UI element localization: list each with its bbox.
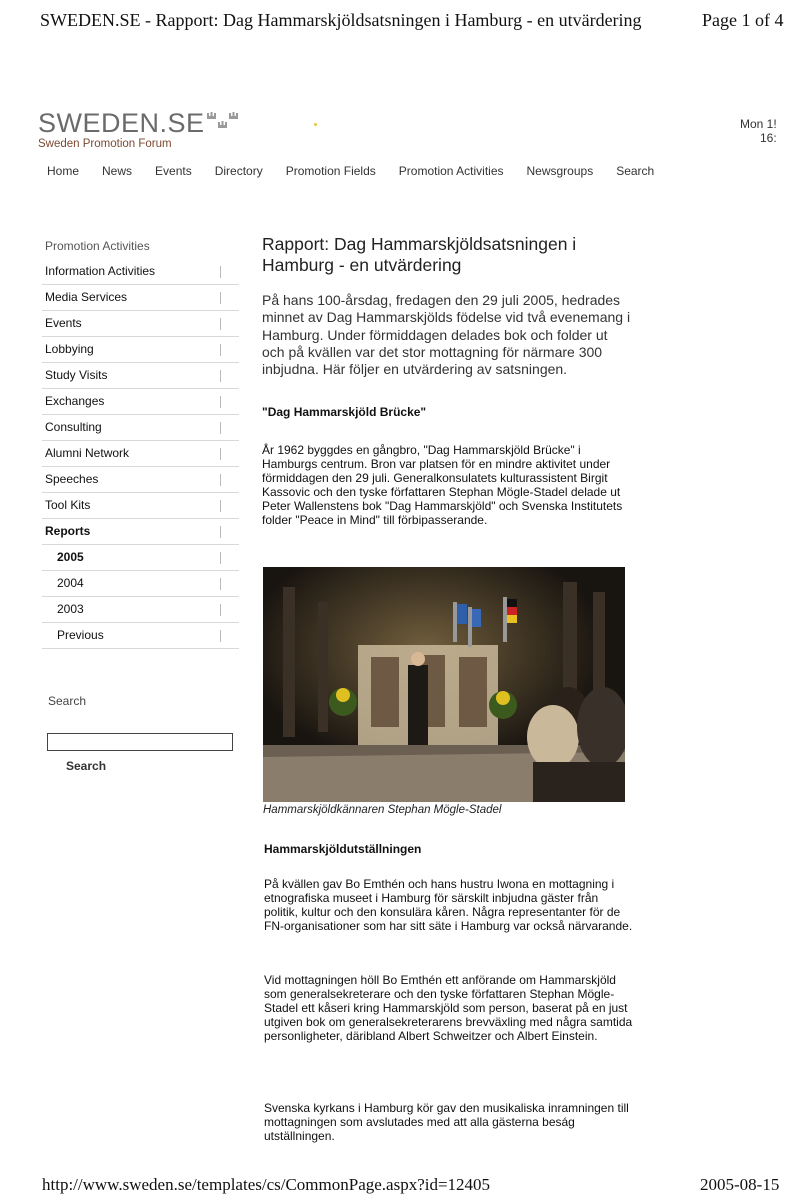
print-header-title: SWEDEN.SE - Rapport: Dag Hammarskjöldsatsningen i Hamburg - en utvärdering (40, 10, 642, 30)
sidebar-item-events[interactable]: Events (42, 311, 239, 337)
sidebar-item-speeches[interactable]: Speeches (42, 467, 239, 493)
event-photo (263, 567, 625, 802)
sidebar (42, 237, 239, 649)
sidebar-subitem-2005[interactable]: 2005 (42, 545, 239, 571)
search-input[interactable] (47, 733, 233, 751)
date-line-1: Mon 1! (740, 117, 777, 131)
sidebar-item-media-services[interactable]: Media Services (42, 285, 239, 311)
sidebar-item-reports[interactable]: Reports (42, 519, 239, 545)
nav-search[interactable]: Search (616, 164, 655, 178)
sidebar-item-study-visits[interactable]: Study Visits (42, 363, 239, 389)
print-page-number: Page 1 of 4 (702, 10, 784, 30)
article-intro: På hans 100-årsdag, fredagen den 29 juli 2005, hedrades minnet av Dag Hammarskjölds födelse vid två evenemang i Hamburg. Under förmiddagen delades bok och folder ut och på kvällen var det stor mottagning för närmare 300 inbjudna. Här följer en utvärdering av satsningen. (262, 292, 631, 378)
article-heading-bridge: "Dag Hammarskjöld Brücke" (262, 405, 427, 419)
nav-events[interactable]: Events (155, 164, 192, 178)
print-url: http://www.sweden.se/templates/cs/CommonPage.aspx?id=12405 (42, 1175, 491, 1194)
page-title: Rapport: Dag Hammarskjöldsatsningen i Hamburg - en utvärdering (262, 234, 577, 275)
nav-directory[interactable]: Directory (214, 164, 263, 178)
sidebar-item-alumni-network[interactable]: Alumni Network (42, 441, 239, 467)
sidebar-subitem-previous[interactable]: Previous (42, 623, 239, 649)
nav-news[interactable]: News (102, 164, 133, 178)
date-line-2: 16: (760, 131, 777, 145)
nav-newsgroups[interactable]: Newsgroups (526, 164, 594, 178)
search-label: Search (48, 694, 87, 708)
site-logo[interactable] (38, 108, 205, 150)
article-paragraph-4: Svenska kyrkans i Hamburg kör gav den musikaliska inramningen till mottagningen som avslutades med att alla gästerna beság utställningen. (264, 1101, 629, 1143)
article-paragraph-2: På kvällen gav Bo Emthén och hans hustru Iwona en mottagning i etnografiska museet i Hamburg för särskilt inbjudna gäster från politik, kultur och den konsulära kåren. Några representanter för de FN-organisationer som har sitt säte i Hamburg var också närvarande. (264, 877, 633, 933)
article-paragraph-1: År 1962 byggdes en gångbro, "Dag Hammarskjöld Brücke" i Hamburgs centrum. Bron var platsen för en mindre aktivitet under förmiddagen den 29 juli. Generalkonsulatets kulturassistent Birgit Kassovic och den tyske författaren Stephan Mögle-Stadel delade ut Peter Wallenstens bok "Dag Hammarskjöld" och Svenska Institutets folder "Peace in Mind" till förbipasserande. (262, 443, 623, 527)
nav-home[interactable]: Home (47, 164, 80, 178)
photo-caption: Hammarskjöldkännaren Stephan Mögle-Stadel (263, 804, 502, 816)
sidebar-item-lobbying[interactable]: Lobbying (42, 337, 239, 363)
logo-subtitle: Sweden Promotion Forum (38, 138, 172, 150)
sidebar-item-consulting[interactable]: Consulting (42, 415, 239, 441)
sidebar-subitem-2004[interactable]: 2004 (42, 571, 239, 597)
article-heading-exhibition: Hammarskjöldutställningen (264, 842, 422, 856)
three-crowns-icon (205, 110, 241, 132)
main-nav (47, 164, 677, 178)
sidebar-item-exchanges[interactable]: Exchanges (42, 389, 239, 415)
sidebar-item-information-activities[interactable]: Information Activities (42, 259, 239, 285)
current-date (740, 117, 777, 145)
decorative-dot (314, 123, 317, 126)
logo-text: SWEDEN.SE (38, 108, 205, 138)
print-date: 2005-08-15 (700, 1175, 780, 1194)
search-button[interactable]: Search (66, 759, 107, 773)
article-paragraph-3: Vid mottagningen höll Bo Emthén ett anförande om Hammarskjöld som generalsekreterare och den tyske författaren Stephan Mögle-Stadel ett kåseri kring Hammarskjöld som person, baserat på en just utgiven bok om generalsekreterarens brevväxling med några samtida personligheter, däribland Albert Schweitzer och Albert Einstein. (264, 973, 633, 1043)
sidebar-subitem-2003[interactable]: 2003 (42, 597, 239, 623)
nav-promotion-activities[interactable]: Promotion Activities (398, 164, 504, 178)
sidebar-item-tool-kits[interactable]: Tool Kits (42, 493, 239, 519)
nav-promotion-fields[interactable]: Promotion Fields (285, 164, 376, 178)
sidebar-heading[interactable]: Promotion Activities (45, 239, 150, 253)
